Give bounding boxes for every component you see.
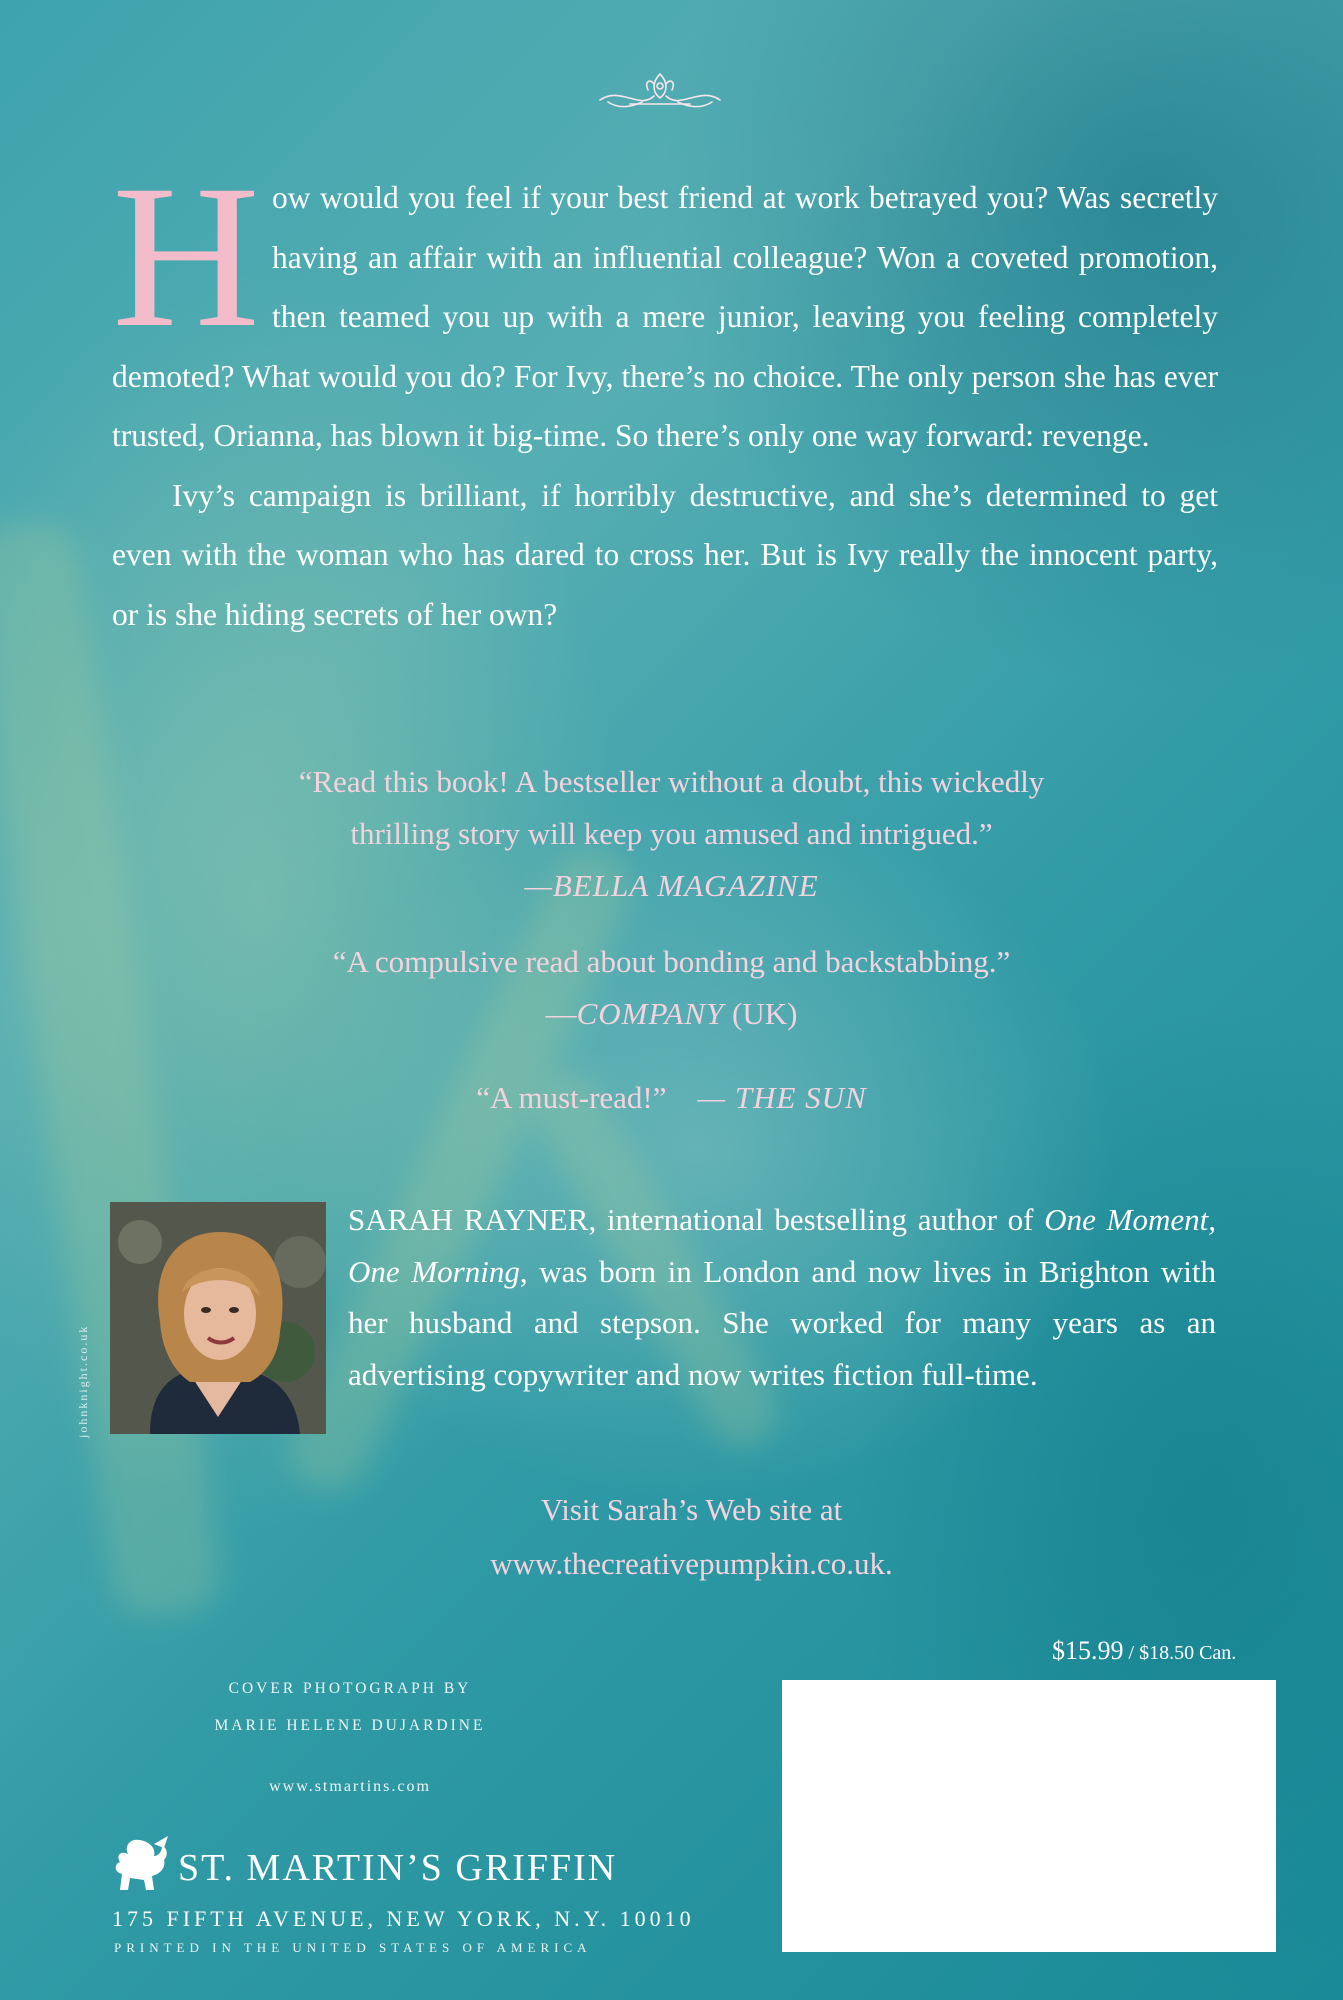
price-label [1052,1636,1236,1666]
background-stem-decoration [0,518,226,1623]
blurb-paragraph-1 [112,143,1218,466]
flourish-ornament-icon [590,66,730,116]
author-website-line-1: Visit Sarah’s Web site at [540,1492,843,1527]
author-portrait-icon [110,1202,326,1434]
blurb-paragraph-1-text: ow would you feel if your best friend at work betrayed you? Was secretly having an affair with an influential colleague? Won a coveted promotion, then teamed you up with a mere junior, leaving you feeling completely demoted? What would you do? For Ivy, there’s no choice. The only person she has ever trusted, Orianna, has blown it big-time. So there’s only one way forward: revenge. [112,180,1218,453]
author-photo [110,1202,326,1434]
price-separator: / [1123,1642,1140,1664]
bio-book-title: One Moment, One Morning [348,1202,1217,1289]
cover-photo-credit-line-1: COVER PHOTOGRAPH BY [228,1680,472,1697]
price-us: $15.99 [1052,1636,1124,1665]
quote-source-dash: — [545,996,577,1031]
quote-line: “A compulsive read about bonding and backstabbing.” [332,944,1011,979]
griffin-logo-icon [110,1834,172,1896]
cover-photo-credit-line-2: MARIE HELENE DUJARDINE [214,1717,486,1734]
quote-source-suffix: (UK) [724,996,798,1031]
barcode-area [782,1680,1276,1952]
quote-source: — THE SUN [697,1080,867,1115]
price-can: $18.50 Can. [1139,1642,1237,1664]
quote-source-name: COMPANY [576,996,725,1031]
quote-text: “A must-read!” [476,1080,667,1115]
publisher-name: ST. MARTIN’S GRIFFIN [178,1847,618,1889]
quote-source [0,988,1343,1040]
author-photo-credit: johnknight.co.uk [76,1324,90,1438]
bio-rest: , was born in London and now lives in Brighton with her husband and stepson. She worked for many years as an advertising copywriter and now writes fiction full-time. [348,1253,1216,1392]
review-quote-sun [0,1072,1343,1124]
quote-source: —BELLA MAGAZINE [524,868,819,903]
author-website-link[interactable]: www.thecreativepumpkin.co.uk. [490,1546,893,1581]
publisher-address: 175 FIFTH AVENUE, NEW YORK, N.Y. 10010 [112,1906,695,1931]
author-bio [348,1194,1216,1400]
review-quote-bella [0,756,1343,912]
quote-line: thrilling story will keep you amused and intrigued.” [350,816,993,851]
book-blurb [112,143,1218,644]
publisher-website[interactable]: www.stmartins.com [269,1778,431,1795]
printed-in-notice: PRINTED IN THE UNITED STATES OF AMERICA [114,1940,592,1955]
quote-line: “Read this book! A bestseller without a doubt, this wickedly [298,764,1045,799]
review-quote-company [0,936,1343,1040]
bio-intro: SARAH RAYNER, international bestselling author of [348,1202,1045,1237]
drop-cap: H [112,143,261,370]
blurb-paragraph-2: Ivy’s campaign is brilliant, if horribly destructive, and she’s determined to get even with the woman who has dared to cross her. But is Ivy really the innocent party, or is she hiding secrets of her own? [112,477,1218,632]
